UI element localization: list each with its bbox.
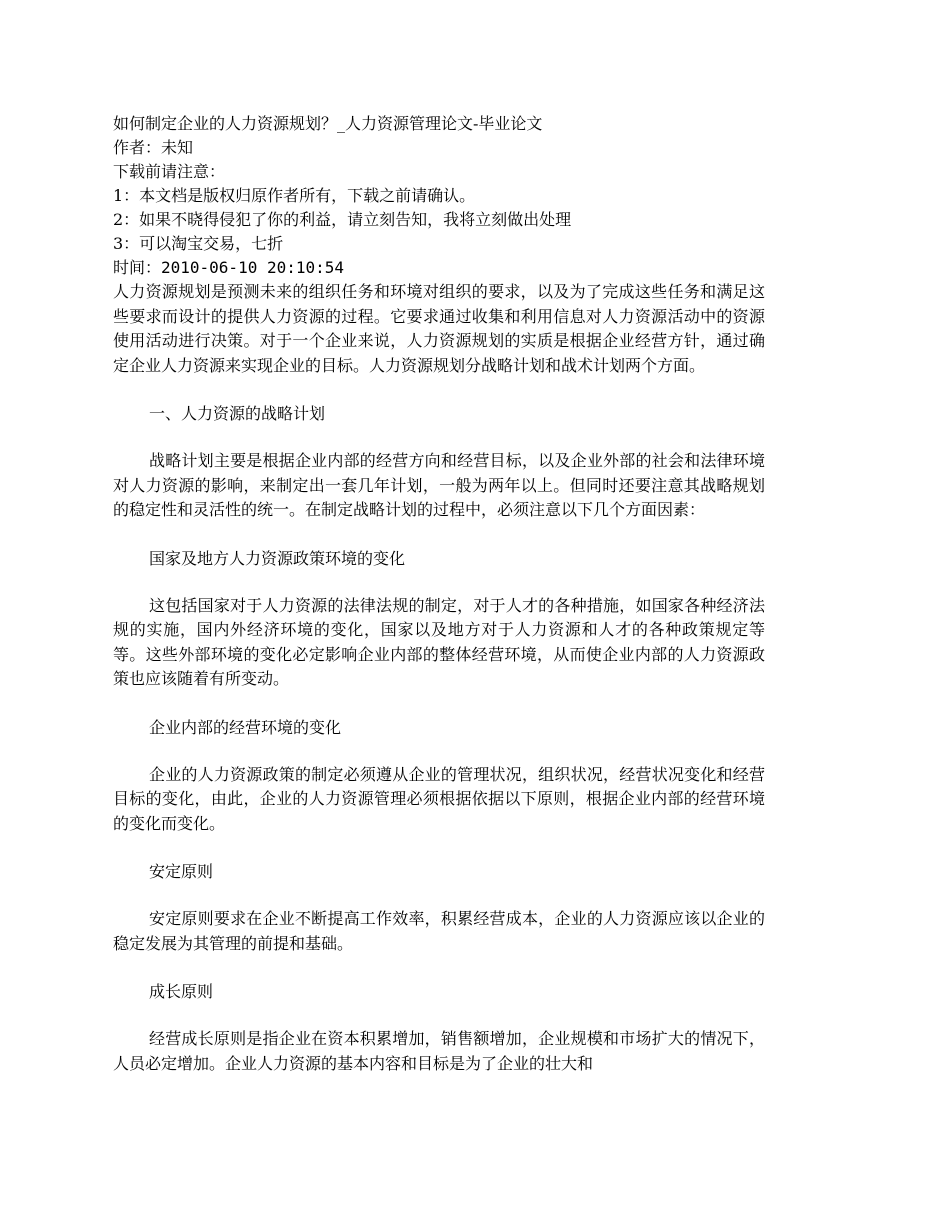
factor-heading-internal-environment: 企业内部的经营环境的变化 xyxy=(149,717,342,737)
intro-paragraph: 人力资源规划是预测未来的组织任务和环境对组织的要求，以及为了完成这些任务和满足这些要求而设计的提供人力资源的过程。它要求通过收集和利用信息对人力资源活动中的资源使用活动进行决策。对于一个企业来说，人力资源规划的实质是根据企业经营方针，通过确定企业人力资源来实现企业的目标。人力资源规划分战略计划和战术计划两个方面。 xyxy=(113,282,765,375)
document-page xyxy=(113,112,765,1100)
factor-heading-policy-environment: 国家及地方人力资源政策环境的变化 xyxy=(149,548,406,568)
factor-paragraph-policy-environment: 这包括国家对于人力资源的法律法规的制定，对于人才的各种措施，如国家各种经济法规的实施，国内外经济环境的变化，国家以及地方对于人力资源和人才的各种政策规定等等。这些外部环境的变化必定影响企业内部的整体经营环境，从而使企业内部的人力资源政策也应该随着有所变动。 xyxy=(113,595,765,688)
section-paragraph-strategic-plan: 战略计划主要是根据企业内部的经营方向和经营目标，以及企业外部的社会和法律环境对人力资源的影响，来制定出一套几年计划，一般为两年以上。但同时还要注意其战略规划的稳定性和灵活性的统一。在制定战略计划的过程中，必须注意以下几个方面因素： xyxy=(113,451,765,519)
notice-item-3: 3：可以淘宝交易，七折 xyxy=(113,234,284,253)
notice-item-1: 1：本文档是版权归原作者所有，下载之前请确认。 xyxy=(113,186,476,205)
document-title: 如何制定企业的人力资源规划？_人力资源管理论文-毕业论文 xyxy=(113,114,543,133)
time-line: 时间：2010-06-10 20:10:54 xyxy=(113,258,345,277)
principle-paragraph-growth: 经营成长原则是指企业在资本积累增加，销售额增加，企业规模和市场扩大的情况下，人员必定增加。企业人力资源的基本内容和目标是为了企业的壮大和 xyxy=(113,1029,765,1073)
notice-title: 下载前请注意： xyxy=(113,162,226,181)
author-line: 作者：未知 xyxy=(113,138,194,157)
principle-heading-growth: 成长原则 xyxy=(149,982,214,1001)
principle-paragraph-stability: 安定原则要求在企业不断提高工作效率，积累经营成本，企业的人力资源应该以企业的稳定发展为其管理的前提和基础。 xyxy=(113,909,765,953)
notice-item-2: 2：如果不晓得侵犯了你的利益，请立刻告知，我将立刻做出处理 xyxy=(113,210,572,229)
factor-paragraph-internal-environment: 企业的人力资源政策的制定必须遵从企业的管理状况，组织状况，经营状况变化和经营目标的变化，由此，企业的人力资源管理必须根据依据以下原则，根据企业内部的经营环境的变化而变化。 xyxy=(113,764,765,833)
principle-heading-stability: 安定原则 xyxy=(149,862,214,881)
section-heading-strategic-plan: 一、人力资源的战略计划 xyxy=(149,404,326,423)
